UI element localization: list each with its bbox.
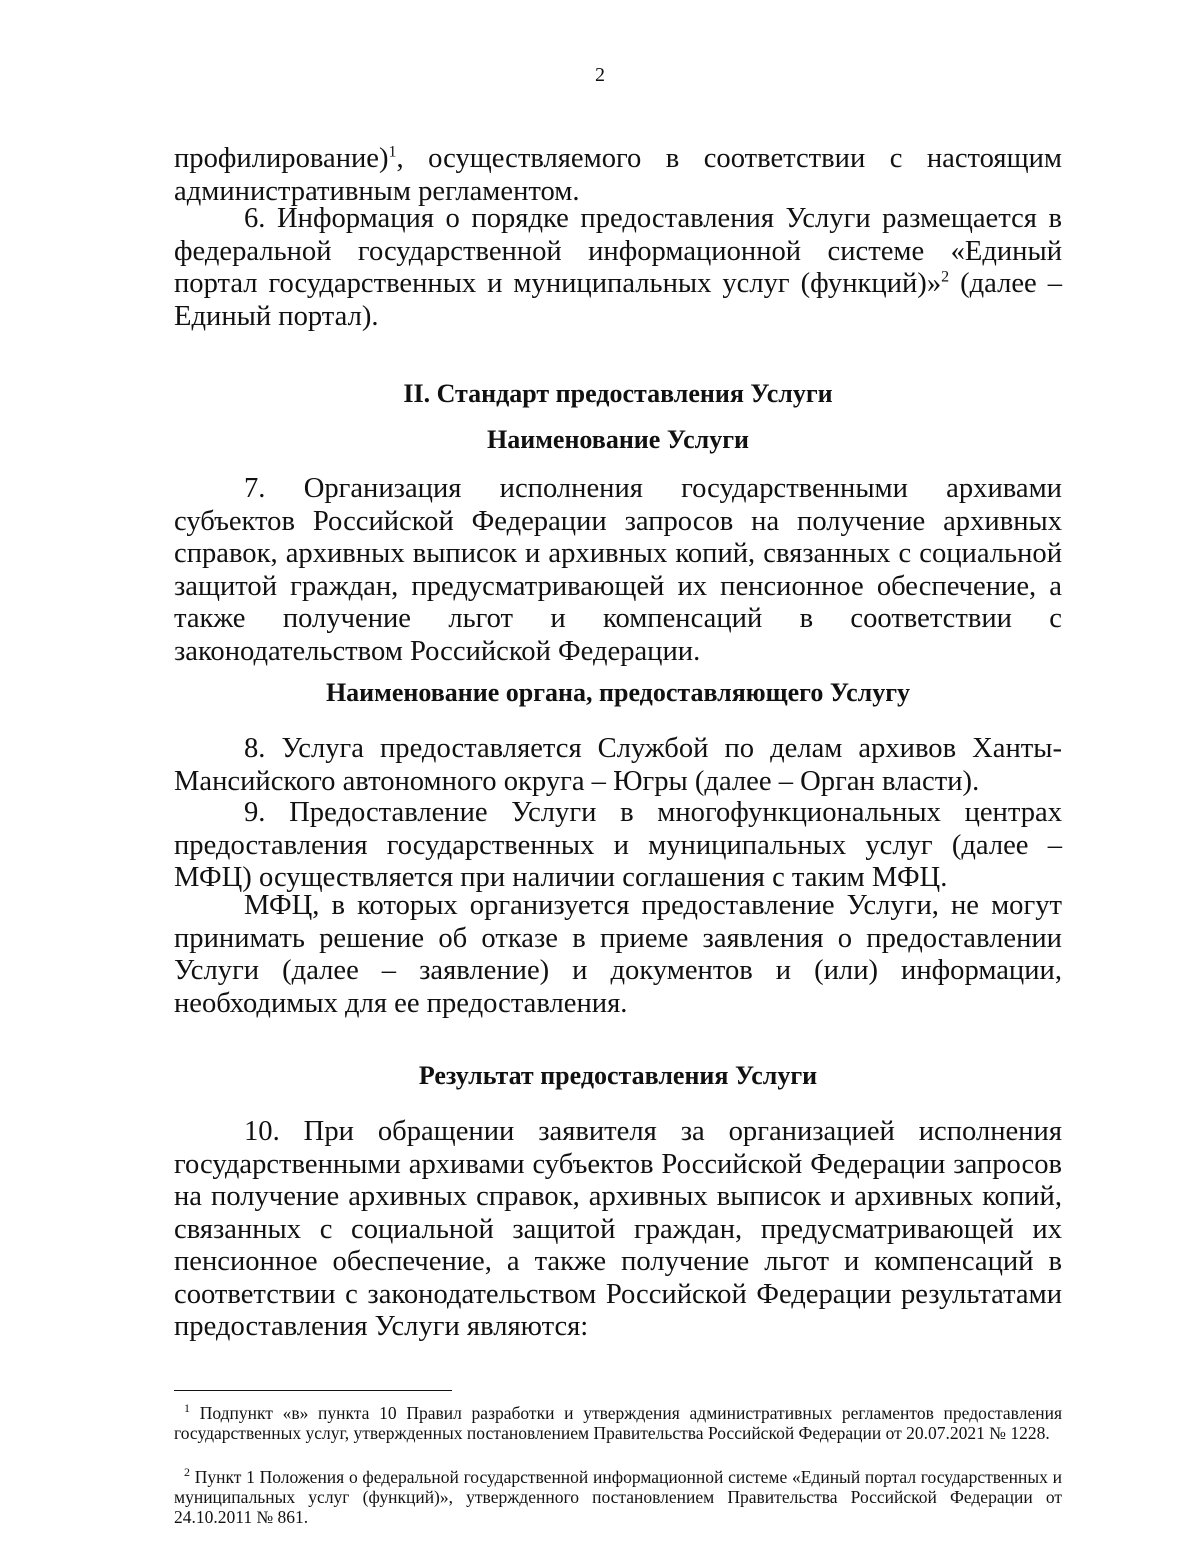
item-6-text-start: 6. Информация о порядке предоставления Услуги размещается в федеральной государственной информационной системе «Единый портал государственных и муниципальных услуг (функций)» (174, 203, 1062, 299)
intro-text-rest: , осуществляемого в соответствии с настоящим административным регламентом. (174, 143, 1062, 207)
item-10-paragraph: 10. При обращении заявителя за организацией исполнения государственными архивами субъектов Российской Федерации запросов на получение архивных справок, архивных выписок и архивных копий, связанных с социальной защитой граждан, предусматривающей их пенсионное обеспечение, а также получение льгот и компенсаций в соответствии с законодательством Российской Федерации результатами предоставления Услуги являются: (174, 1116, 1062, 1342)
item-7-paragraph: 7. Организация исполнения государственными архивами субъектов Российской Федерации запросов на получение архивных справок, архивных выписок и архивных копий, связанных с социальной защитой граждан, предусматривающей их пенсионное обеспечение, а также получение льгот и компенсаций в соответствии с законодательством Российской Федерации. (174, 473, 1062, 667)
item-6-paragraph (174, 203, 1062, 333)
intro-paragraph (174, 143, 1062, 208)
footnote-divider (174, 1390, 452, 1391)
heading-authority: Наименование органа, предоставляющего Услугу (325, 678, 911, 707)
intro-text-start: профилирование) (174, 143, 389, 174)
heading-service-name: Наименование Услуги (486, 425, 750, 454)
footnote-1-mark: 1 (184, 1401, 190, 1416)
footnote-ref-2: 2 (941, 268, 950, 286)
item-8-paragraph: 8. Услуга предоставляется Службой по делам архивов Ханты-Мансийского автономного округа – Югры (далее – Орган власти). (174, 733, 1062, 797)
footnote-2 (174, 1467, 1062, 1527)
mfc-paragraph: МФЦ, в которых организуется предоставление Услуги, не могут принимать решение об отказе в приеме заявления о предоставлении Услуги (далее – заявление) и документов и (или) информации, необходимых для ее предоставления. (174, 890, 1062, 1019)
footnote-1-text: Подпункт «в» пункта 10 Правил разработки и утверждения административных регламентов предоставления государственных услуг, утвержденных постановлением Правительства Российской Федерации от 20.07.2021 № 1228. (174, 1403, 1062, 1443)
item-9-paragraph: 9. Предоставление Услуги в многофункциональных центрах предоставления государственных и муниципальных услуг (далее – МФЦ) осуществляется при наличии соглашения с таким МФЦ. (174, 797, 1062, 893)
section-2-title: II. Стандарт предоставления Услуги (403, 379, 833, 408)
footnote-2-mark: 2 (184, 1465, 190, 1480)
page-number: 2 (595, 64, 605, 86)
footnote-2-text: Пункт 1 Положения о федеральной государственной информационной системе «Единый портал государственных и муниципальных услуг (функций)», утвержденного постановлением Правительства Российской Федерации от 24.10.2011 № 861. (174, 1467, 1062, 1527)
item-6-text-end: (далее – Единый портал). (174, 268, 1062, 332)
footnote-1 (174, 1403, 1062, 1443)
footnote-ref-1: 1 (388, 143, 397, 161)
heading-result: Результат предоставления Услуги (418, 1061, 818, 1090)
